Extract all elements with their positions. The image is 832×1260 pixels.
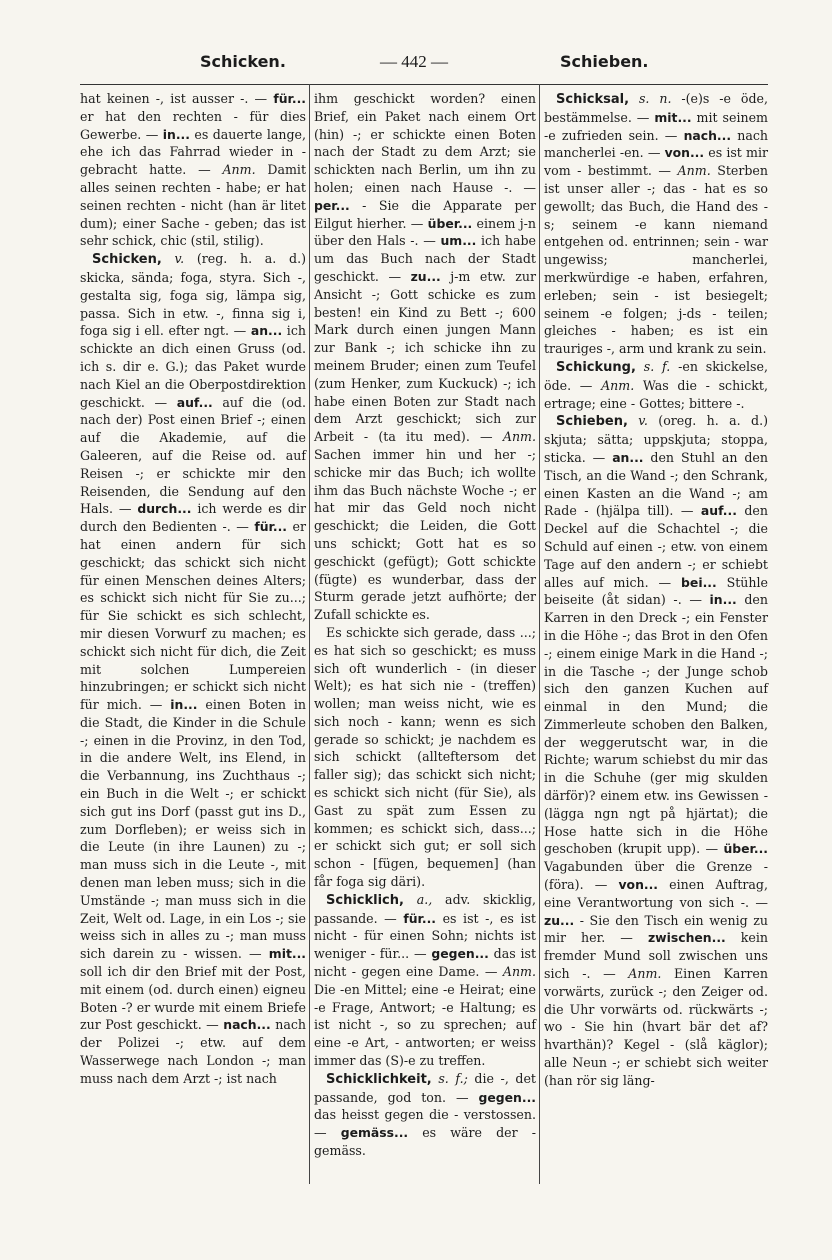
preposition-marker: für... (254, 519, 288, 535)
grammar-abbrev: a., (416, 891, 433, 907)
text-run: ich habe um das Buch nach der Stadt geschickt. — (314, 233, 536, 284)
entry-paragraph (314, 1070, 536, 1160)
preposition-marker: nach... (223, 1017, 271, 1033)
text-run: einen Boten in die Stadt, die Kinder in die Schule -; einen in die Provinz, in den Tod, in die andere Welt, ins Elend, in die Verbannung, ins Zuchthaus -; ein Buch in die Welt -; er schickt sich gut ins Dorf (passt gut ins D., zum Dorfleben); er weiss sich in die Leute (in ihre Launen) zu -; man muss sich in die Leute -, mit denen man leben muss; sich in die Umstände -; man muss sich in die Zeit, Welt od. Lage, in ein Los -; sie weiss sich in alles zu -; man muss sich darein zu - wissen. — (80, 697, 306, 962)
text-run: Sachen immer hin und her -; schicke mir das Buch; ich wollte ihm das Buch nächste Woche -; er hat mir das Geld noch nicht geschickt; die Leiden, die Gott uns schickt; Gott hat es so geschickt (gefügt); Gott schickte (fügte) es wunderbar, dass der Sturm gerade jetzt aufhörte; der Zufall schickte es. (314, 446, 536, 623)
header-rule (80, 84, 768, 85)
text-run: Was die - schickt, ertrage; eine - Gottes; bittere -. (544, 377, 768, 411)
grammar-abbrev: v. (174, 251, 185, 267)
grammar-abbrev: Anm. (628, 966, 662, 982)
grammar-abbrev: Anm. (502, 429, 536, 445)
text-run: es wäre der - gemäss. (314, 1125, 536, 1159)
column-divider (539, 84, 540, 1184)
text-run: den Deckel auf die Schachtel -; die Schuld auf einen -; etw. von einem Tage auf den andern -; er schiebt alles auf mich. — (544, 503, 768, 590)
page-header (80, 52, 780, 80)
preposition-marker: um... (440, 233, 477, 249)
preposition-marker: mit... (654, 109, 692, 125)
text-run: Vagabunden über die Grenze - (föra). — (544, 859, 768, 893)
headword: Schicksal, (556, 92, 630, 107)
headword: Schieben, (556, 414, 628, 430)
page-number: — 442 — (380, 52, 448, 71)
grammar-abbrev: s. f.; (438, 1070, 468, 1086)
headword: Schicklich, (326, 892, 404, 908)
text-run: es dauerte lange, ehe ich das Fahrrad wieder in - gebracht hatte. — (80, 126, 306, 178)
entry-paragraph (314, 90, 536, 624)
text-run: Damit alles seinen rechten - habe; er hat seinen rechten - nicht (han är litet dum); einer Sache - geben; das ist sehr schick, chic (stil, stilig). (80, 162, 306, 249)
headword: Schicken, (92, 252, 162, 268)
grammar-abbrev: s. f. (643, 358, 671, 374)
text-run: Es schickte sich gerade, dass ...; es hat sich so geschickt; es muss sich oft wunderlich - (in dieser Welt); es hat sich nie - (treffen) wollen; man weiss nicht, wie es sich noch - kann; wenn es sich gerade so schickt; je nachdem es sich schickt (allteftersom det faller sig); das schickt sich nicht; es schickt sich nicht (für Sie), als Gast zu spät zum Essen zu kommen; es schickt sich, dass...; er schickt sich gut; er soll sich schon - [fügen, bequemen] (han får foga sig däri). (314, 624, 536, 890)
entry-paragraph (544, 90, 768, 358)
text-run (629, 91, 639, 106)
text-run: ihm geschickt worden? einen Brief, ein Paket nach einem Ort (hin) -; er schickte einen Boten nach der Stadt zu dem Arzt; sie schickten nach Berlin, um ihn zu holen; einen nach Hause -. — (314, 91, 536, 195)
text-run: das ist nicht - gegen eine Dame. — (314, 946, 537, 980)
text-run: auf die (od. nach der) Post einen Brief -; einen auf die Akademie, auf die Galeeren, auf die Reise od. auf Reisen -; er schickte mir den Reisenden, die Sendung auf den Hals. — (80, 394, 306, 517)
text-run: es ist -, es ist nicht - für einen Sohn; nichts ist weniger - für... — (314, 910, 536, 962)
text-run: einen Auftrag, eine Verantwortung von sich -. — (544, 877, 768, 910)
text-run: - Sie die Apparate per Eilgut hierher. — (314, 197, 536, 231)
preposition-marker: bei... (681, 574, 717, 590)
text-run (404, 892, 417, 907)
text-run: hat keinen -, ist ausser -. — (80, 91, 274, 106)
preposition-marker: mit... (268, 946, 306, 962)
text-run: - Sie den Tisch ein wenig zu mir her. — (544, 912, 768, 946)
preposition-marker: an... (250, 323, 283, 339)
text-run: adv. skicklig, passande. — (314, 891, 536, 926)
grammar-abbrev: s. n. (638, 91, 672, 106)
text-column-2 (314, 90, 536, 1160)
text-run (628, 413, 638, 428)
column-divider (309, 84, 310, 1184)
grammar-abbrev: Anm. (677, 163, 711, 179)
text-run: den Stuhl an den Tisch, an die Wand -; den Schrank, einen Kasten an die Wand -; am Rade - (hjälpa till). — (544, 449, 768, 519)
text-run: mit seinem -e zufrieden sein. — (544, 109, 768, 143)
preposition-marker: von... (664, 145, 705, 161)
preposition-marker: an... (612, 449, 644, 465)
preposition-marker: für... (403, 910, 437, 926)
preposition-marker: in... (170, 697, 198, 713)
preposition-marker: in... (162, 126, 190, 142)
text-run: Stühle beiseite (åt sidan) -. — (544, 574, 768, 608)
text-run: das heisst gegen die - verstossen. — (314, 1107, 536, 1141)
text-run: er hat den rechten - für dies Gewerbe. — (80, 108, 306, 142)
text-run (162, 251, 175, 266)
grammar-abbrev: Anm. (502, 964, 536, 980)
entry-paragraph (544, 358, 768, 412)
text-run: den Karren in den Dreck -; ein Fenster in die Höhe -; das Brot in den Ofen -; einem einige Mark in die Hand -; in die Tasche -; der Junge schob sich den ganzen Kuchen auf einmal in den Mund; die Zimmerleute schoben den Balken, der weggerutscht war, in die Richte; warum schiebst du mir das in die Schuhe (ger mig skulden därför)? einem etw. ins Gewissen - (lägga ngn ngt på hjärtat); die Hose hatte sich in die Höhe geschoben (krupit upp). — (544, 592, 768, 857)
text-column-3 (544, 90, 768, 1090)
text-run: nach mancherlei -en. — (544, 127, 768, 161)
grammar-abbrev: v. (638, 413, 648, 429)
text-run: er hat einen andern für sich geschickt; das schickt sich nicht für einen Menschen deines Alters; es schickt sich nicht für Sie zu...; für Sie schickt es sich schlecht, mir diesen Vorwurf zu machen; es schickt sich nicht für dich, die Zeit mit solchen Lumpereien hinzubringen; er schickt sich nicht für mich. — (80, 519, 306, 713)
text-run: -(e)s -e öde, bestämmelse. — (544, 91, 768, 125)
text-run: (reg. h. a. d.) skicka, sända; foga, styra. Sich -, gestalta sig, foga sig, lämpa sig, passa. Sich in etw. -, finna sig i, foga sig i ell. efter ngt. — (80, 251, 306, 339)
text-run: nach der Polizei -; etw. auf dem Wasserwege nach London -; man muss nach dem Arzt -; ist nach (80, 1017, 306, 1086)
text-run: ich werde es dir durch den Bedienten -. — (80, 501, 306, 535)
entry-paragraph (80, 90, 306, 250)
text-run: die -, det passande, god ton. — (314, 1070, 536, 1105)
text-run: kein fremder Mund soll zwischen uns sich -. — (544, 930, 769, 982)
entry-paragraph (314, 624, 536, 891)
text-column-1 (80, 90, 306, 1088)
preposition-marker: über... (427, 215, 473, 231)
preposition-marker: über... (723, 841, 768, 857)
left-running-head: Schicken. (200, 52, 286, 71)
entry-paragraph (80, 250, 306, 1087)
preposition-marker: gegen... (431, 946, 489, 962)
text-run: Sterben ist unser aller -; das - hat es so gewollt; das Buch, die Hand des -s; seinem -e kann niemand entgehen od. entrinnen; sein - war ungewiss; mancherlei, merkwürdige -e haben, erfahren, erleben; sein - ist besiegelt; seinem -e folgen; j-ds - teilen; gleiches - haben; es ist ein trauriges -, arm und krank zu sein. (544, 163, 768, 357)
text-run: Die -en Mittel; eine -e Heirat; eine -e Frage, Antwort; -e Haltung; es ist nicht -, so zu sprechen; auf eine -e Art, - antworten; er weiss immer das (S)-e zu treffen. (314, 981, 536, 1069)
preposition-marker: durch... (137, 501, 192, 517)
preposition-marker: auf... (700, 503, 737, 519)
text-run: (oreg. h. a. d.) skjuta; sätta; uppskjuta; stoppa, sticka. — (544, 413, 768, 465)
text-run: einem j-n über den Hals -. — (314, 215, 537, 249)
preposition-marker: zu... (410, 268, 441, 284)
text-run: ich schickte an dich einen Gruss (od. ich s. dir e. G.); das Paket wurde nach Kiel an die Oberpostdirektion geschickt. — (80, 323, 307, 410)
preposition-marker: per... (314, 197, 350, 213)
entry-paragraph (314, 891, 536, 1070)
preposition-marker: gemäss... (340, 1125, 409, 1141)
preposition-marker: nach... (683, 127, 732, 143)
text-run (636, 359, 644, 374)
headword: Schicklichkeit, (326, 1071, 432, 1087)
preposition-marker: zu... (544, 912, 575, 928)
text-run: j-m etw. zur Ansicht -; Gott schicke es zum besten! ein Kind zu Bett -; 600 Mark durch einen jungen Mann zur Bank -; ich schicke ihn zu meinem Bruder; einen zum Teufel (zum Henker, zum Kuckuck) -; ich habe einen Boten zur Stadt nach dem Arzt geschickt; sich zur Arbeit - (ta itu med). — (314, 268, 536, 445)
preposition-marker: gegen... (478, 1089, 536, 1105)
preposition-marker: von... (618, 877, 659, 893)
right-running-head: Schieben. (560, 52, 649, 71)
text-run: -en skickelse, öde. — (544, 358, 768, 393)
text-run: es ist mir vom - bestimmt. — (544, 145, 768, 179)
text-run: soll ich dir den Brief mit der Post, mit einem (od. durch einen) eigneu Boten -? er wurde mit einem Briefe zur Post geschickt. — (80, 964, 306, 1033)
preposition-marker: für... (273, 91, 306, 106)
headword: Schickung, (556, 359, 636, 375)
text-run: Einen Karren vorwärts, zurück -; den Zeiger od. die Uhr vorwärts od. rückwärts -; wo - Sie hin (hvart bär det af? hvarthän)? Kegel - (slå käglor); alle Neun -; er schiebt sich weiter (han rör sig läng- (544, 966, 768, 1088)
preposition-marker: zwischen... (647, 930, 726, 946)
preposition-marker: in... (709, 592, 737, 608)
entry-paragraph (544, 412, 768, 1089)
preposition-marker: auf... (176, 394, 213, 410)
grammar-abbrev: Anm. (222, 162, 256, 178)
grammar-abbrev: Anm. (601, 377, 635, 393)
